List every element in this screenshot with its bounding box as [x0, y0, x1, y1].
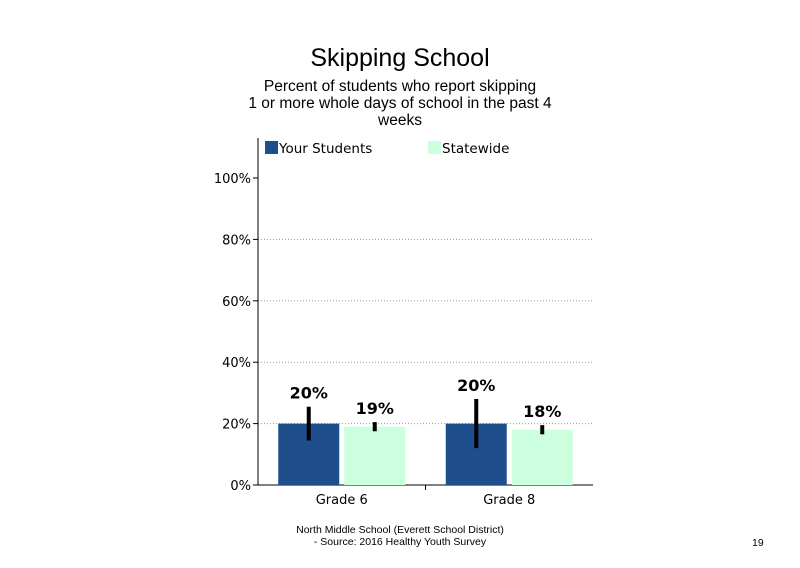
legend-label: Your Students [279, 141, 373, 157]
data-label: 18% [523, 402, 562, 422]
page-number: 19 [752, 537, 764, 549]
data-label: 20% [457, 376, 496, 396]
legend-swatch [265, 141, 278, 154]
data-label: 19% [355, 399, 394, 419]
footer-line-2: - Source: 2016 Healthy Youth Survey [313, 536, 487, 548]
subtitle-line-2: 1 or more whole days of school in the past 4 [248, 95, 552, 112]
footer-line-1: North Middle School (Everett School District) [296, 524, 504, 536]
y-tick-label: 60% [222, 294, 251, 310]
y-tick-label: 100% [213, 172, 251, 187]
y-tick-label: 40% [222, 356, 251, 372]
bar-statewide [344, 427, 405, 485]
legend-swatch [428, 141, 441, 154]
data-label: 20% [289, 383, 328, 403]
legend-label: Statewide [442, 141, 510, 157]
chart-title: Skipping School [310, 44, 490, 72]
source-footer [250, 524, 550, 548]
y-tick-label: 80% [222, 233, 251, 249]
category-label: Grade 6 [315, 493, 368, 508]
category-label: Grade 8 [483, 493, 536, 508]
y-tick-label: 20% [222, 417, 251, 433]
subtitle-line-3: weeks [378, 112, 422, 129]
y-tick-label: 0% [230, 479, 251, 494]
subtitle-line-1: Percent of students who report skipping [263, 78, 537, 95]
bar-statewide [512, 430, 573, 485]
